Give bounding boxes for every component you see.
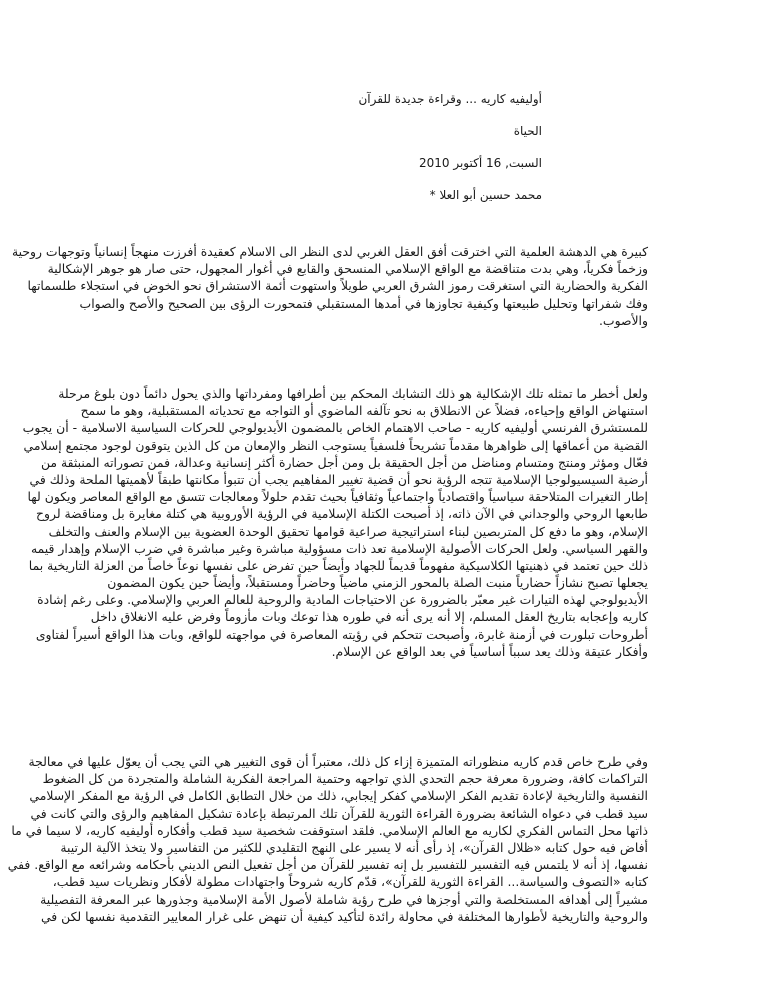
- paragraph-line: للمستشرق الفرنسي أوليفيه كاريه - صاحب الاهتمام الخاص بالمضمون الأيديولوجي للحركات السياسية الاسلامية - أن يجوب: [22, 420, 648, 436]
- paragraph-line: ذاتها محل التماس الفكري لكاريه مع العالم الإسلامي. فلقد استوقفت شخصية سيد قطب وأفكاره أوليفيه كاريه، لا سيما في ما: [11, 822, 648, 838]
- paragraph-line: ذلك حين تعتمد في ذهنيتها الكلاسيكية مفهوماً قديماً للجهاد وأيضاً حين تفرض على نفسها نوعاً خاصاً من العزلة التاريخية بما: [28, 557, 648, 573]
- paragraph-line: أفاض فيه حول كتابه «ظلال القرآن»، إذ رأى أنه لا يسير على النهج التقليدي للكثير من التفاسير ولا يتخذ الآلية الرتيبة: [60, 839, 648, 855]
- paragraph-line: القضية من أعماقها إلى ظواهرها مقدماً تشريحاً فلسفياً يستوجب النظر والإمعان من كل الذين يتوقون لوجود مجتمع إسلامي: [23, 437, 648, 453]
- paragraph-line: استنهاض الواقع وإحياءه، فضلاً عن الانطلاق به نحو تآلفه الماضوي أو التواجه مع تحدياته المستقبلية، وهو ما سمح: [80, 403, 648, 419]
- paragraph-line: ولعل أخطر ما تمثله تلك الإشكالية هو ذلك التشابك المحكم بين أطرافها ومفرداتها والذي يحول دائماً دون بلوغ مرحلة: [58, 386, 648, 401]
- paragraph-line: الفكرية والحضارية التي استغرقت رموز الشرق العربي طويلاً واستهوت أئمة الاستشراق نحو الخوض في استجلاء طلسماتها: [27, 278, 648, 294]
- paragraph-3: [7, 753, 648, 925]
- article-title: أوليفيه كاريه ... وقراءة جديدة للقرآن: [358, 92, 542, 106]
- publication-name: الحياة: [513, 124, 542, 138]
- paragraph-2: [22, 385, 648, 660]
- paragraph-line: الأيديولوجي لهذه التيارات غير معبّر بالضرورة عن الاحتياجات المادية والروحية للعالم العربي والإسلامي. وعلى رغم إشادة: [37, 592, 648, 608]
- paragraph-line: وفي طرح خاص قدم كاريه منظوراته المتميزة إزاء كل ذلك، معتبراً أن قوى التغيير هي التي يجب أن يعوّل عليها في معالجة: [28, 754, 648, 769]
- paragraph-line: وزخماً فكرياً، وهي بدت متناقضة مع الواقع الإسلامي المنسحق والقابع في أغوار المجهول، حتى صار هو جوهر الإشكالية: [47, 261, 648, 277]
- paragraph-line: أرضية السيسيولوجيا الإسلامية تتجه الرؤية نحو أن قضية تغيير المفاهيم يجب أن تتبوأ مكانتها طبقاً لأهميتها الملحة وذلك في: [29, 471, 648, 487]
- author-name: محمد حسين أبو العلا *: [429, 188, 542, 202]
- paragraph-line: النفسية والتاريخية لإعادة تقديم الفكر الإسلامي كفكر إيجابي، ذلك من خلال التطابق الكامل في الرؤية مع المفكر الإسلامي: [29, 788, 648, 804]
- paragraph-line: فعّال ومؤثر ومنتج ومتسام ومناضل من أجل الحقيقة بل ومن أجل حضارة أكثر إنسانية وعدالة، فمن تصوراته المنبثقة من: [40, 454, 648, 470]
- paragraph-line: مشيراً إلى أهدافه المستخلصة والتي أوجزها في طرح رؤية شاملة لأصول الأمة الإسلامية وجذورها عبر المعرفة التفصيلية: [40, 891, 648, 907]
- paragraph-line: إطار التغيرات المتلاحقة سياسياً واقتصادياً واجتماعياً وثقافياً بحيث تقدم حلولاً ومعالجات تتسق مع الواقع المعاصر ويكون لها: [27, 489, 648, 505]
- paragraph-line: والروحية والتاريخية لأطوارها المختلفة في محاولة رائدة لتأكيد كيفية أن تنهض على غرار المعايير التقدمية نفسها لكن في: [40, 908, 648, 924]
- paragraph-line: وأفكار عتيقة وذلك يعد سبباً أساسياً في بعد الواقع عن الإسلام.: [331, 643, 648, 659]
- paragraph-1: [11, 243, 648, 329]
- paragraph-line: التراكمات كافة، وضرورة معرفة حجم التحدي الذي تواجهه وحتمية المراجعة الفكرية الشاملة والمتجردة من كل الضغوط: [42, 771, 648, 787]
- paragraph-line: كبيرة هي الدهشة العلمية التي اخترقت أفق العقل الغربي لدى النظر الى الاسلام كعقيدة أفرزت منهجاً إنسانياً وتوجهات روحية: [11, 244, 648, 259]
- paragraph-line: الإسلام، وهو ما دفع كل المتربصين لبناء استراتيجية صراعية قوامها تحقيق الوحدة العضوية بين الإسلام والعنف والتخلف: [48, 523, 648, 539]
- paragraph-line: طابعها الروحي والوجداني في الآن ذاته، إذ أصبحت الكتلة الإسلامية في الرؤية الأوروبية هي كتلة مغايرة بل ومناقضة لروح: [36, 506, 648, 522]
- paragraph-line: والقهر السياسي. ولعل الحركات الأصولية الإسلامية تعد ذات مسؤولية مباشرة وغير مباشرة في ضرب الإسلام وإهدار قيمه: [30, 540, 648, 556]
- paragraph-line: يجعلها تصبح نشازاً حضارياً منبت الصلة بالمحور الزمني ماضياً وحاضراً ومستقبلاً، وأيضاً حين يكون المضمون: [107, 575, 648, 591]
- paragraph-line: والأصوب.: [598, 312, 648, 328]
- paragraph-line: كتابه «التصوف والسياسة... القراءة الثورية للقرآن»، قدّم كاريه شروحاً واجتهادات مطولة لأفكار ونظريات سيد قطب،: [52, 874, 648, 890]
- paragraph-line: وفك شفراتها وتحليل طبيعتها وكيفية تجاوزها في أمدها المستقبلي فتمحورت الرؤى بين الصحيح والأصح والصواب: [79, 295, 648, 311]
- paragraph-line: كاريه وإعجابه بتاريخ العقل المسلم، إلا أنه يرى أنه في طوره هذا توعك وبات مأزوماً وفرض عليه الانغلاق داخل: [90, 609, 648, 625]
- paragraph-line: أطروحات تبلورت في أزمنة غابرة، وأصبحت تتحكم في رؤيته المعاصرة في مواجهته للواقع، وبات هذا الواقع أسيراً لفتاوى: [35, 626, 648, 642]
- publication-date: السبت, 16 أكتوبر 2010: [418, 156, 542, 170]
- paragraph-line: نفسها، إذ أنه لا يلتمس فيه التفسير للتفسير بل إنه تفسير للقرآن من أجل تفعيل النص الديني بأحكامه وشرائعه مع الواقع. ففي: [7, 857, 648, 873]
- paragraph-line: سيد قطب في دعواه الشائعة بضرورة القراءة الثورية للقرآن تلك المرتبطة بإعادة تشكيل المفاهيم والرؤى والتي كانت في: [30, 805, 648, 821]
